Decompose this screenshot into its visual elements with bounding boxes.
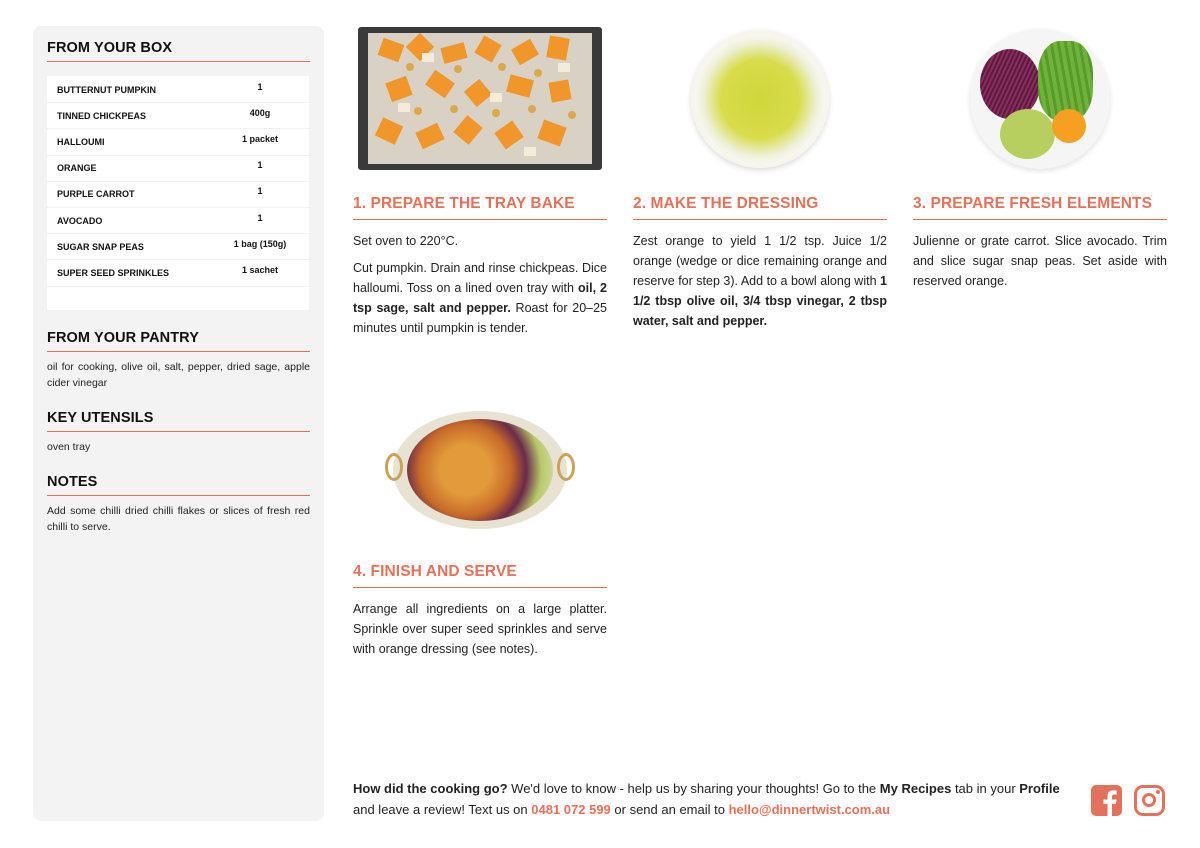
pantry-section <box>47 330 310 391</box>
facebook-icon[interactable] <box>1091 785 1122 816</box>
utensils-section <box>47 410 310 455</box>
feedback-footer: How did the cooking go? We'd love to know - help us by sharing your thoughts! Go to the My Recipes tab in your Profile and leave a review! Text us on 0481 072 599 or send an email to hello@dinnertwist.com.au <box>353 781 1060 817</box>
ingredient-name: BUTTERNUT PUMPKIN <box>57 84 156 95</box>
instagram-dot <box>1156 790 1160 794</box>
tray-bake-image <box>353 26 607 171</box>
sidebar <box>33 26 324 821</box>
profile-link[interactable]: Profile <box>1019 781 1060 796</box>
step-1 <box>353 26 607 338</box>
step-4-title: 4. FINISH AND SERVE <box>353 563 607 588</box>
pantry-text: oil for cooking, olive oil, salt, pepper, dried sage, apple cider vinegar <box>47 361 310 389</box>
ingredient-name: SUGAR SNAP PEAS <box>57 241 144 252</box>
ingredient-qty: 1 <box>257 212 263 223</box>
ingredient-row <box>47 182 309 208</box>
step-1-para-2: Cut pumpkin. Drain and rinse chickpeas. Dice halloumi. Toss on a lined oven tray with oil, 2 tsp sage, salt and pepper. Roast for 20–25 minutes until pumpkin is tender. <box>353 261 607 335</box>
ingredient-name: TINNED CHICKPEAS <box>57 110 147 121</box>
ingredient-qty: 1 bag (150g) <box>233 238 287 249</box>
instagram-icon[interactable] <box>1134 785 1165 816</box>
email-link[interactable]: hello@dinnertwist.com.au <box>728 802 891 817</box>
feedback-question: How did the cooking go? <box>353 781 508 796</box>
ingredient-qty: 1 packet <box>241 133 279 144</box>
ingredient-qty: 1 <box>257 160 263 171</box>
step-1-body <box>353 231 607 338</box>
ingredient-name: ORANGE <box>57 163 97 174</box>
step-4 <box>353 394 607 659</box>
ingredient-name: PURPLE CARROT <box>57 189 135 200</box>
dressing-bowl-photo <box>691 30 829 168</box>
ingredient-row <box>47 103 309 129</box>
ingredient-row <box>47 77 309 103</box>
step-3-body <box>913 231 1167 291</box>
ingredient-row <box>47 156 309 182</box>
from-your-box-section <box>47 40 310 310</box>
step-4-para-1: Arrange all ingredients on a large platter. Sprinkle over super seed sprinkles and serve with orange dressing (see notes). <box>353 602 607 656</box>
instagram-lens <box>1142 793 1156 807</box>
facebook-glyph <box>1091 785 1122 816</box>
step-4-body <box>353 599 607 659</box>
serving-platter-photo <box>385 397 575 537</box>
step-3-title: 3. PREPARE FRESH ELEMENTS <box>913 195 1167 220</box>
step-1-para-1: Set oven to 220°C. <box>353 234 459 248</box>
from-your-box-heading: FROM YOUR BOX <box>47 40 310 62</box>
ingredient-qty: 1 sachet <box>241 264 279 275</box>
notes-text: Add some chilli dried chilli flakes or slices of fresh red chilli to serve. <box>47 505 310 533</box>
ingredient-row <box>47 208 309 234</box>
notes-heading: NOTES <box>47 474 310 496</box>
utensils-heading: KEY UTENSILS <box>47 410 310 432</box>
pantry-heading: FROM YOUR PANTRY <box>47 330 310 352</box>
step-2 <box>633 26 887 331</box>
phone-link[interactable]: 0481 072 599 <box>531 802 611 817</box>
fresh-elements-plate-photo <box>970 29 1110 169</box>
step-1-title: 1. PREPARE THE TRAY BAKE <box>353 195 607 220</box>
utensils-text: oven tray <box>47 441 91 453</box>
ingredient-qty: 1 <box>257 186 263 197</box>
step-2-para-1: Zest orange to yield 1 1/2 tsp. Juice 1/2 orange (wedge or dice remaining orange and reserve for step 3). Add to a bowl along with 1 1/2 tbsp olive oil, 3/4 tbsp vinegar, 2 tbsp water, salt and pepper. <box>633 234 887 328</box>
dressing-image <box>633 26 887 171</box>
step-3-para-1: Julienne or grate carrot. Slice avocado. Trim and slice sugar snap peas. Set aside with reserved orange. <box>913 234 1167 288</box>
finish-image <box>353 394 607 539</box>
ingredients-table <box>47 76 309 310</box>
ingredient-row <box>47 260 309 286</box>
ingredient-qty: 400g <box>249 107 271 118</box>
ingredient-row <box>47 129 309 155</box>
oven-tray-photo <box>358 27 602 170</box>
ingredient-name: AVOCADO <box>57 215 103 226</box>
step-2-body <box>633 231 887 331</box>
step-2-title: 2. MAKE THE DRESSING <box>633 195 887 220</box>
ingredient-row <box>47 234 309 260</box>
notes-section <box>47 474 310 535</box>
ingredient-name: SUPER SEED SPRINKLES <box>57 267 170 278</box>
ingredient-qty: 1 <box>257 81 263 92</box>
fresh-elements-image <box>913 26 1167 171</box>
ingredient-name: HALLOUMI <box>57 136 105 147</box>
step-3 <box>913 26 1167 291</box>
my-recipes-link[interactable]: My Recipes <box>879 781 952 796</box>
